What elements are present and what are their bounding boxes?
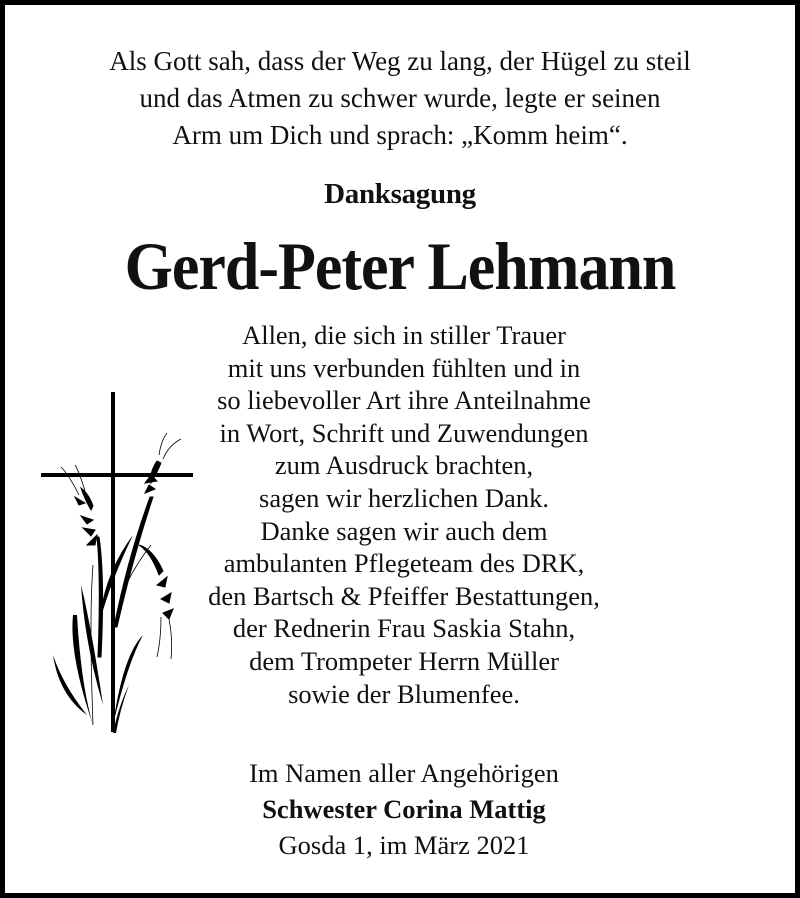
motto-line: Arm um Dich und sprach: „Komm heim“. — [172, 120, 628, 150]
cross-with-wheat-icon — [33, 385, 203, 750]
deceased-name: Gerd-Peter Lehmann — [124, 229, 676, 305]
notice-heading: Danksagung — [324, 178, 476, 210]
thanks-line: Danke sagen wir auch dem — [260, 515, 548, 546]
thanks-line: mit uns verbunden fühlten und in — [227, 352, 581, 383]
thanks-line: zum Ausdruck brachten, — [274, 450, 534, 481]
signature-block — [181, 755, 627, 863]
thanks-line: so liebevoller Art ihre Anteilnahme — [217, 385, 591, 416]
motto-line: Als Gott sah, dass der Weg zu lang, der Hügel zu steil — [109, 46, 691, 76]
place-date: Gosda 1, im März 2021 — [278, 830, 530, 860]
thanks-line: dem Trompeter Herrn Müller — [249, 645, 559, 676]
signature-name: Schwester Corina Mattig — [262, 794, 546, 824]
thanks-line: sowie der Blumenfee. — [288, 678, 520, 709]
thanks-line: den Bartsch & Pfeiffer Bestattungen, — [208, 580, 600, 611]
thanks-line: ambulanten Pflegeteam des DRK, — [223, 548, 585, 579]
thanks-text — [181, 319, 627, 710]
obituary-notice — [5, 5, 795, 893]
signature-intro: Im Namen aller Angehörigen — [249, 758, 559, 788]
thanks-line: Allen, die sich in stiller Trauer — [242, 320, 566, 350]
motto-verse — [5, 43, 795, 154]
thanks-line: in Wort, Schrift und Zuwendungen — [219, 417, 589, 448]
motto-line: und das Atmen zu schwer wurde, legte er seinen — [139, 83, 661, 113]
thanks-line: sagen wir herzlichen Dank. — [259, 482, 549, 513]
thanks-line: der Rednerin Frau Saskia Stahn, — [232, 613, 576, 644]
